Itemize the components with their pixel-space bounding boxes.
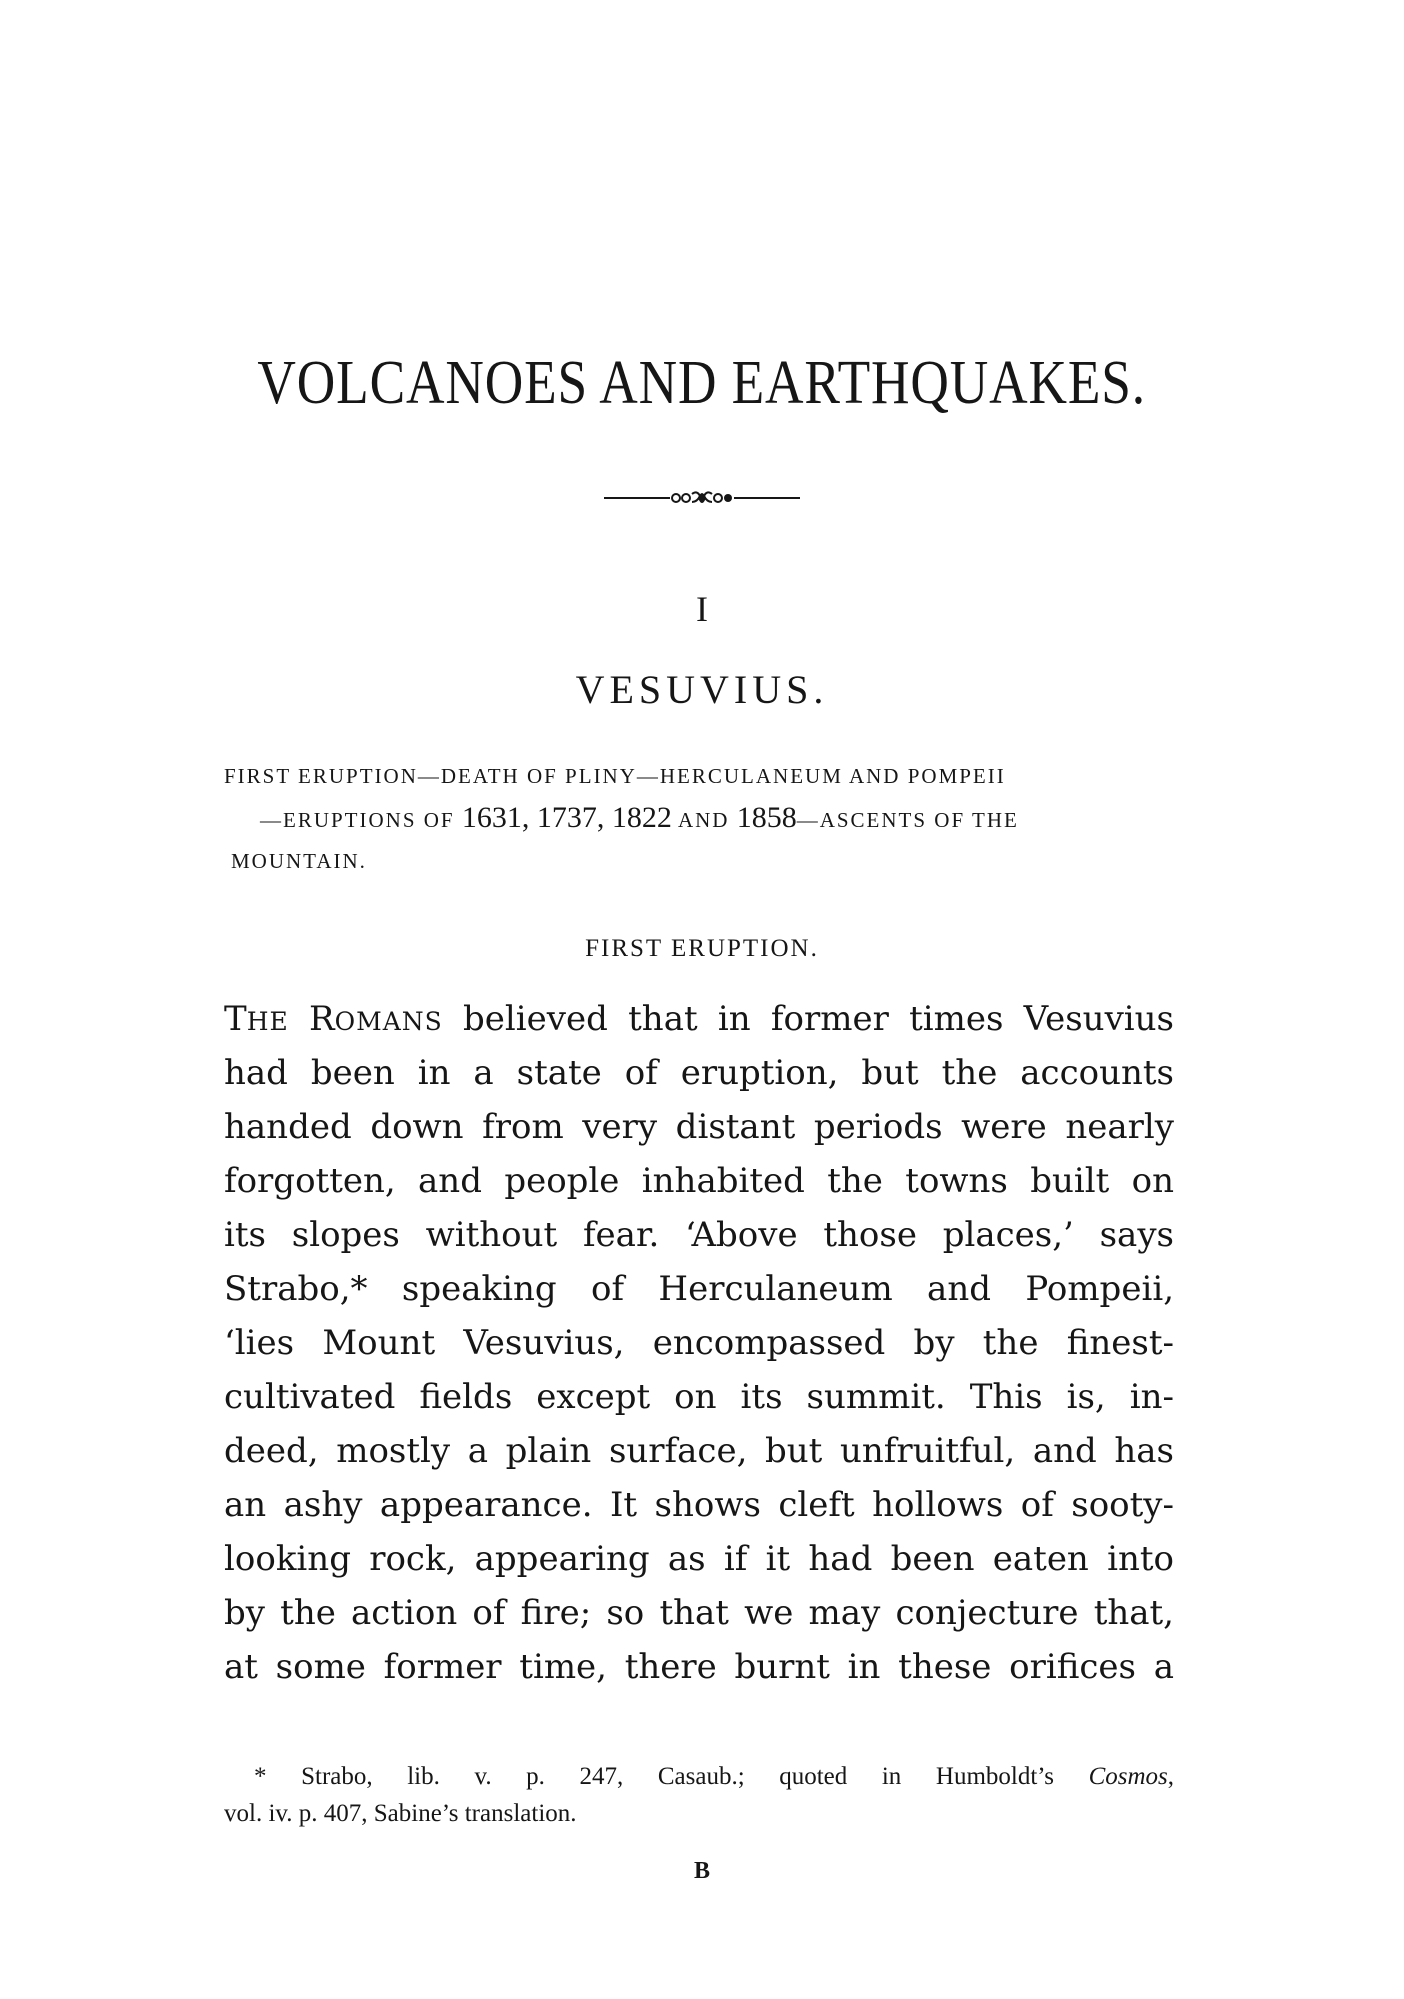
opening-capital: T bbox=[224, 999, 247, 1039]
signature-mark: B bbox=[693, 1858, 710, 1884]
opening-smallcaps: OMANS bbox=[334, 1007, 443, 1036]
body-paragraph bbox=[224, 992, 1174, 1694]
body-line: ‘lies Mount Vesuvius, encompassed by the finest- bbox=[224, 1323, 1174, 1363]
footnote-line bbox=[224, 1758, 1174, 1795]
opening-capital: R bbox=[309, 999, 335, 1039]
book-title: VOLCANOES AND EARTHQUAKES. bbox=[257, 349, 1147, 417]
summary-line bbox=[224, 841, 1179, 882]
body-line: forgotten, and people inhabited the towns built on bbox=[224, 1161, 1174, 1201]
chapter-summary bbox=[224, 756, 1179, 882]
body-line bbox=[224, 992, 1174, 1046]
summary-text: —ERUPTIONS OF bbox=[260, 808, 462, 832]
section-heading: FIRST ERUPTION. bbox=[585, 935, 819, 962]
chapter-number: I bbox=[696, 589, 708, 629]
body-line: Strabo,* speaking of Herculaneum and Pompeii, bbox=[224, 1269, 1174, 1309]
body-line: had been in a state of eruption, but the accounts bbox=[224, 1053, 1174, 1093]
summary-text: MOUNTAIN. bbox=[231, 849, 367, 873]
summary-line bbox=[224, 756, 1179, 797]
body-line: deed, mostly a plain surface, but unfruitful, and has bbox=[224, 1431, 1174, 1471]
footnote-text: , bbox=[1167, 1763, 1174, 1790]
body-line-text: believed that in former times Vesuvius bbox=[442, 999, 1175, 1039]
body-line: handed down from very distant periods were nearly bbox=[224, 1107, 1174, 1147]
summary-year: 1858 bbox=[736, 801, 797, 834]
footnote-italic-title: Cosmos bbox=[1088, 1763, 1168, 1790]
opening-smallcaps: HE bbox=[246, 1007, 289, 1036]
body-line: its slopes without fear. ‘Above those places,’ says bbox=[224, 1215, 1174, 1255]
ornament-divider bbox=[602, 486, 802, 510]
summary-text: AND bbox=[671, 808, 737, 832]
body-line: cultivated fields except on its summit. This is, in- bbox=[224, 1377, 1174, 1417]
summary-line bbox=[224, 797, 1179, 841]
body-line: looking rock, appearing as if it had been eaten into bbox=[224, 1539, 1174, 1579]
chapter-title: VESUVIUS. bbox=[575, 667, 829, 712]
summary-text: —ASCENTS OF THE bbox=[796, 808, 1019, 832]
summary-text: FIRST ERUPTION—DEATH OF PLINY—HERCULANEUM AND POMPEII bbox=[224, 764, 1006, 788]
body-line: by the action of fire; so that we may conjecture that, bbox=[224, 1593, 1174, 1633]
body-line: an ashy appearance. It shows cleft hollows of sooty- bbox=[224, 1485, 1174, 1525]
body-line: at some former time, there burnt in these orifices a bbox=[224, 1647, 1174, 1687]
summary-years: 1631, 1737, 1822 bbox=[461, 801, 672, 834]
footnote bbox=[224, 1758, 1174, 1832]
footnote-text: * Strabo, lib. v. p. 247, Casaub.; quoted in Humboldt’s bbox=[254, 1763, 1089, 1790]
footnote-line: vol. iv. p. 407, Sabine’s translation. bbox=[224, 1800, 577, 1827]
